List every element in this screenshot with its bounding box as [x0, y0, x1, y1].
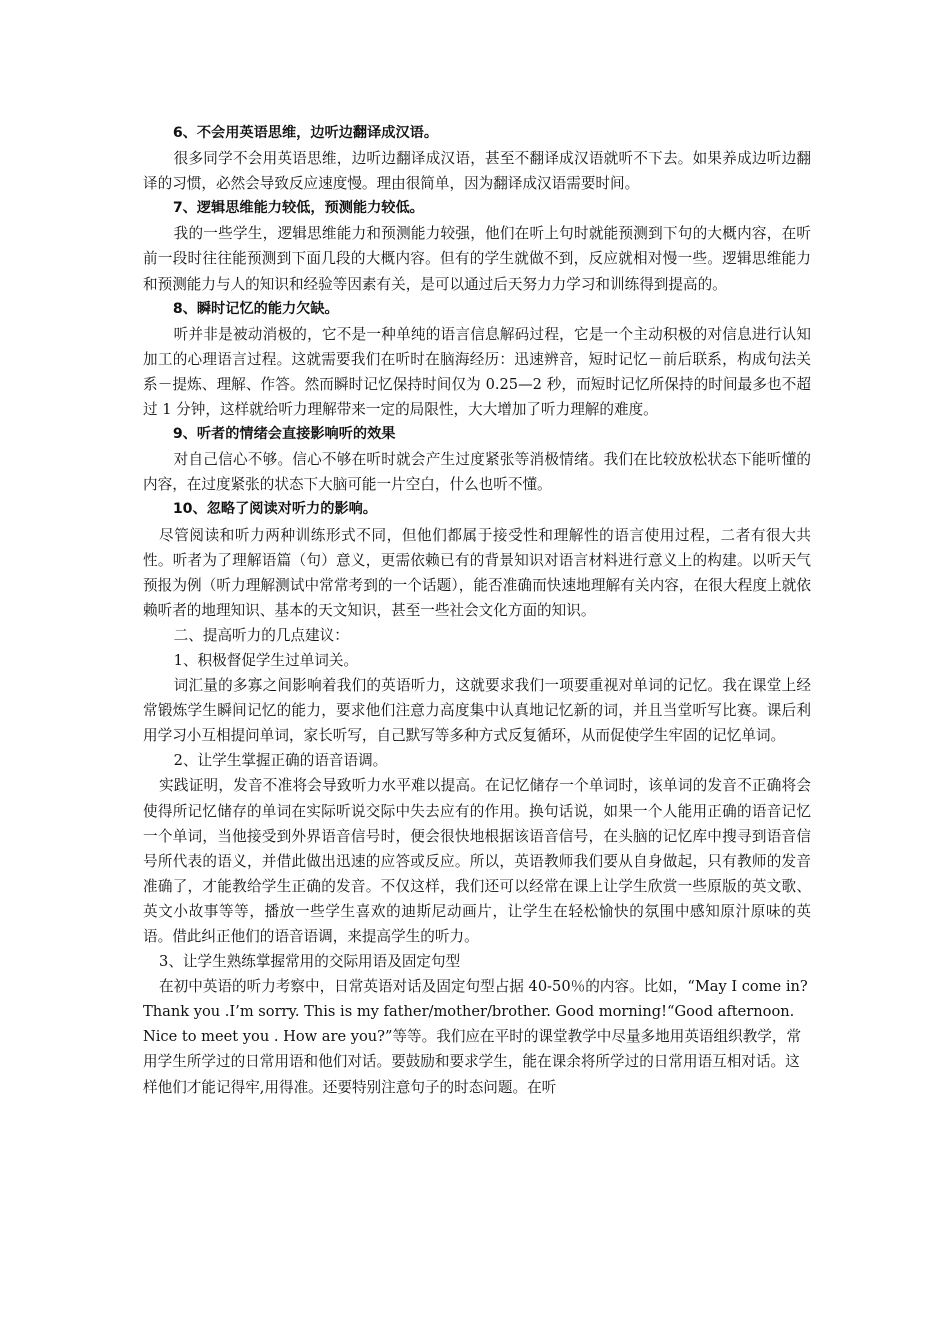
- suggestion-1-body: 词汇量的多寡之间影响着我们的英语听力，这就要求我们一项要重视对单词的记忆。我在课堂上经常锻炼学生瞬间记忆的能力，要求他们注意力高度集中认真地记忆新的词，并且当堂听写比赛。课后利用学习小互相提问单词，家长听写，自己默写等多种方式反复循环，从而促使学生牢固的记忆单词。: [143, 677, 811, 745]
- paragraph-7-body: 我的一些学生，逻辑思维能力和预测能力较强，他们在听上句时就能预测到下句的大概内容，在听前一段时往往能预测到下面几段的大概内容。但有的学生就做不到，反应就相对慢一些。逻辑思维能力和预测能力与人的知识和经验等因素有关，是可以通过后天努力力学习和训练得到提高的。: [143, 225, 811, 293]
- paragraph-8-body: 听并非是被动消极的，它不是一种单纯的语言信息解码过程，它是一个主动积极的对信息进行认知加工的心理语言过程。这就需要我们在听时在脑海经历：迅速辨音，短时记忆－前后联系，构成句法关系－提炼、理解、作答。然而瞬时记忆保持时间仅为 0.25—2 秒，而短时记忆所保持的时间最多也不超过 1 分钟，这样就给听力理解带来一定的局限性，大大增加了听力理解的难度。: [143, 325, 811, 419]
- paragraph-6-body: 很多同学不会用英语思维，边听边翻译成汉语，甚至不翻译成汉语就听不下去。如果养成边听边翻译的习惯，必然会导致反应速度慢。理由很简单，因为翻译成汉语需要时间。: [143, 150, 811, 193]
- section-heading-6: 6、不会用英语思维，边听边翻译成汉语。: [172, 125, 439, 141]
- suggestion-3-heading: 3、让学生熟练掌握常用的交际用语及固定句型: [159, 953, 461, 971]
- suggestion-3-body: 在初中英语的听力考察中，日常英语对话及固定句型占据 40-50％的内容。比如，“May I come in? Thank you .I’m sorry. This is my father/mother/brother. Good morning!“Good afternoon. Nice to meet you . How are you?”等等。我们应在平时的课堂教学中尽量多地用英语组织教学，常用学生所学过的日常用语和他们对话。要鼓励和要求学生，能在课余将所学过的日常用语互相对话。这样他们才能记得牢,用得准。还要特别注意句子的时态问题。在听: [143, 978, 808, 1096]
- paragraph-10-body: 尽管阅读和听力两种训练形式不同，但他们都属于接受性和理解性的语言使用过程，二者有很大共性。听者为了理解语篇（句）意义，更需依赖已有的背景知识对语言材料进行意义上的构建。以听天气预报为例（听力理解测试中常常考到的一个话题），能否准确而快速地理解有关内容，在很大程度上就依赖听者的地理知识、基本的天文知识，甚至一些社会文化方面的知识。: [143, 526, 811, 619]
- document-page: [143, 121, 811, 1100]
- part-two-heading: 二、提高听力的几点建议：: [173, 626, 349, 644]
- suggestion-2-heading: 2、让学生掌握正确的语音语调。: [173, 752, 388, 770]
- section-heading-8: 8、瞬时记忆的能力欠缺。: [172, 300, 339, 317]
- section-heading-10: 10、忽略了阅读对听力的影响。: [172, 501, 377, 518]
- paragraph-9-body: 对自己信心不够。信心不够在听时就会产生过度紧张等消极情绪。我们在比较放松状态下能听懂的内容，在过度紧张的状态下大脑可能一片空白，什么也听不懂。: [143, 451, 811, 494]
- suggestion-1-heading: 1、积极督促学生过单词关。: [173, 651, 359, 669]
- section-heading-7: 7、逻辑思维能力较低，预测能力较低。: [172, 200, 424, 217]
- section-heading-9: 9、听者的情绪会直接影响听的效果: [172, 426, 396, 443]
- suggestion-2-body: 实践证明，发音不准将会导致听力水平难以提高。在记忆储存一个单词时，该单词的发音不正确将会使得所记忆储存的单词在实际听说交际中失去应有的作用。换句话说，如果一个人能用正确的语音记忆一个单词，当他接受到外界语音信号时，便会很快地根据该语音信号，在头脑的记忆库中搜寻到语音信号所代表的语义，并借此做出迅速的应答或反应。所以，英语教师我们要从自身做起，只有教师的发音准确了，才能教给学生正确的发音。不仅这样，我们还可以经常在课上让学生欣赏一些原版的英文歌、英文小故事等等，播放一些学生喜欢的迪斯尼动画片，让学生在轻松愉快的氛围中感知原汁原味的英语。借此纠正他们的语音语调，来提高学生的听力。: [143, 777, 811, 945]
